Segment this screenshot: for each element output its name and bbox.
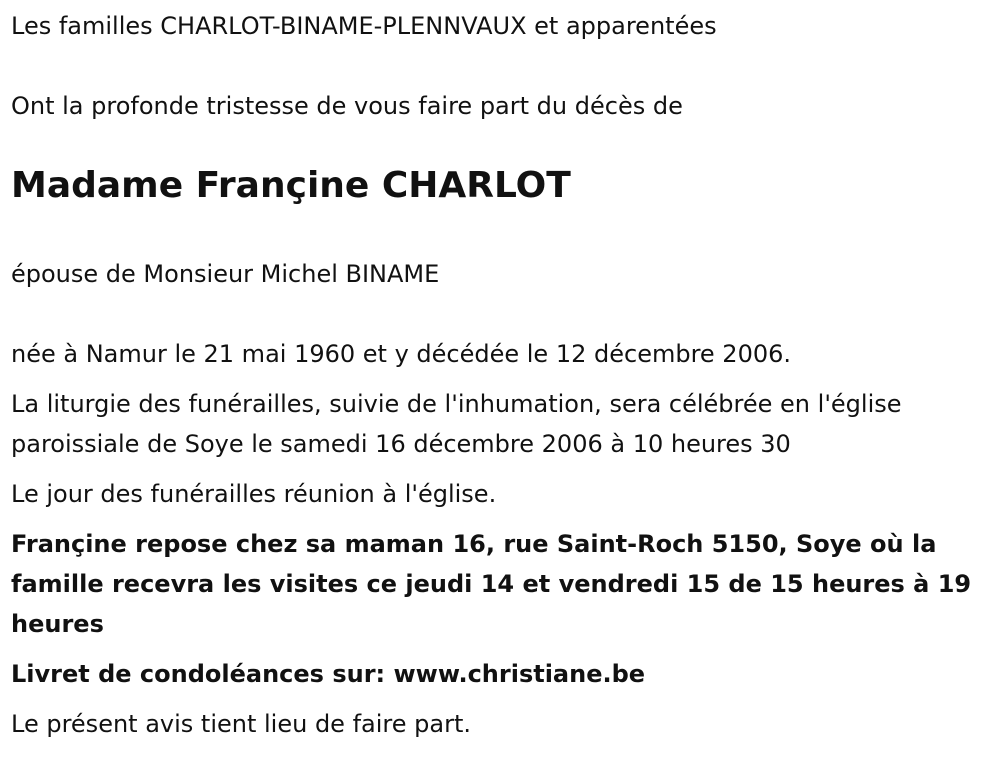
- birth-death-line: née à Namur le 21 mai 1960 et y décédée le 12 décembre 2006.: [11, 340, 792, 368]
- spouse-line: épouse de Monsieur Michel BINAME: [11, 260, 440, 288]
- visits-paragraph: Françine repose chez sa maman 16, rue Saint-Roch 5150, Soye où la famille recevra les visites ce jeudi 14 et vendredi 15 de 15 heures à 19 heures: [11, 530, 972, 638]
- deceased-name: Madame Françine CHARLOT: [11, 165, 571, 206]
- families-intro: Les familles CHARLOT-BINAME-PLENNVAUX et apparentées: [11, 12, 717, 40]
- liturgy-paragraph: La liturgie des funérailles, suivie de l'inhumation, sera célébrée en l'église paroissiale de Soye le samedi 16 décembre 2006 à 10 heures 30: [11, 390, 902, 458]
- announcement-line: Ont la profonde tristesse de vous faire part du décès de: [11, 92, 683, 120]
- reunion-line: Le jour des funérailles réunion à l'église.: [11, 480, 497, 508]
- closing-line: Le présent avis tient lieu de faire part.: [11, 710, 471, 738]
- condolences-line: Livret de condoléances sur: www.christiane.be: [11, 660, 646, 688]
- notice-details: [11, 334, 989, 754]
